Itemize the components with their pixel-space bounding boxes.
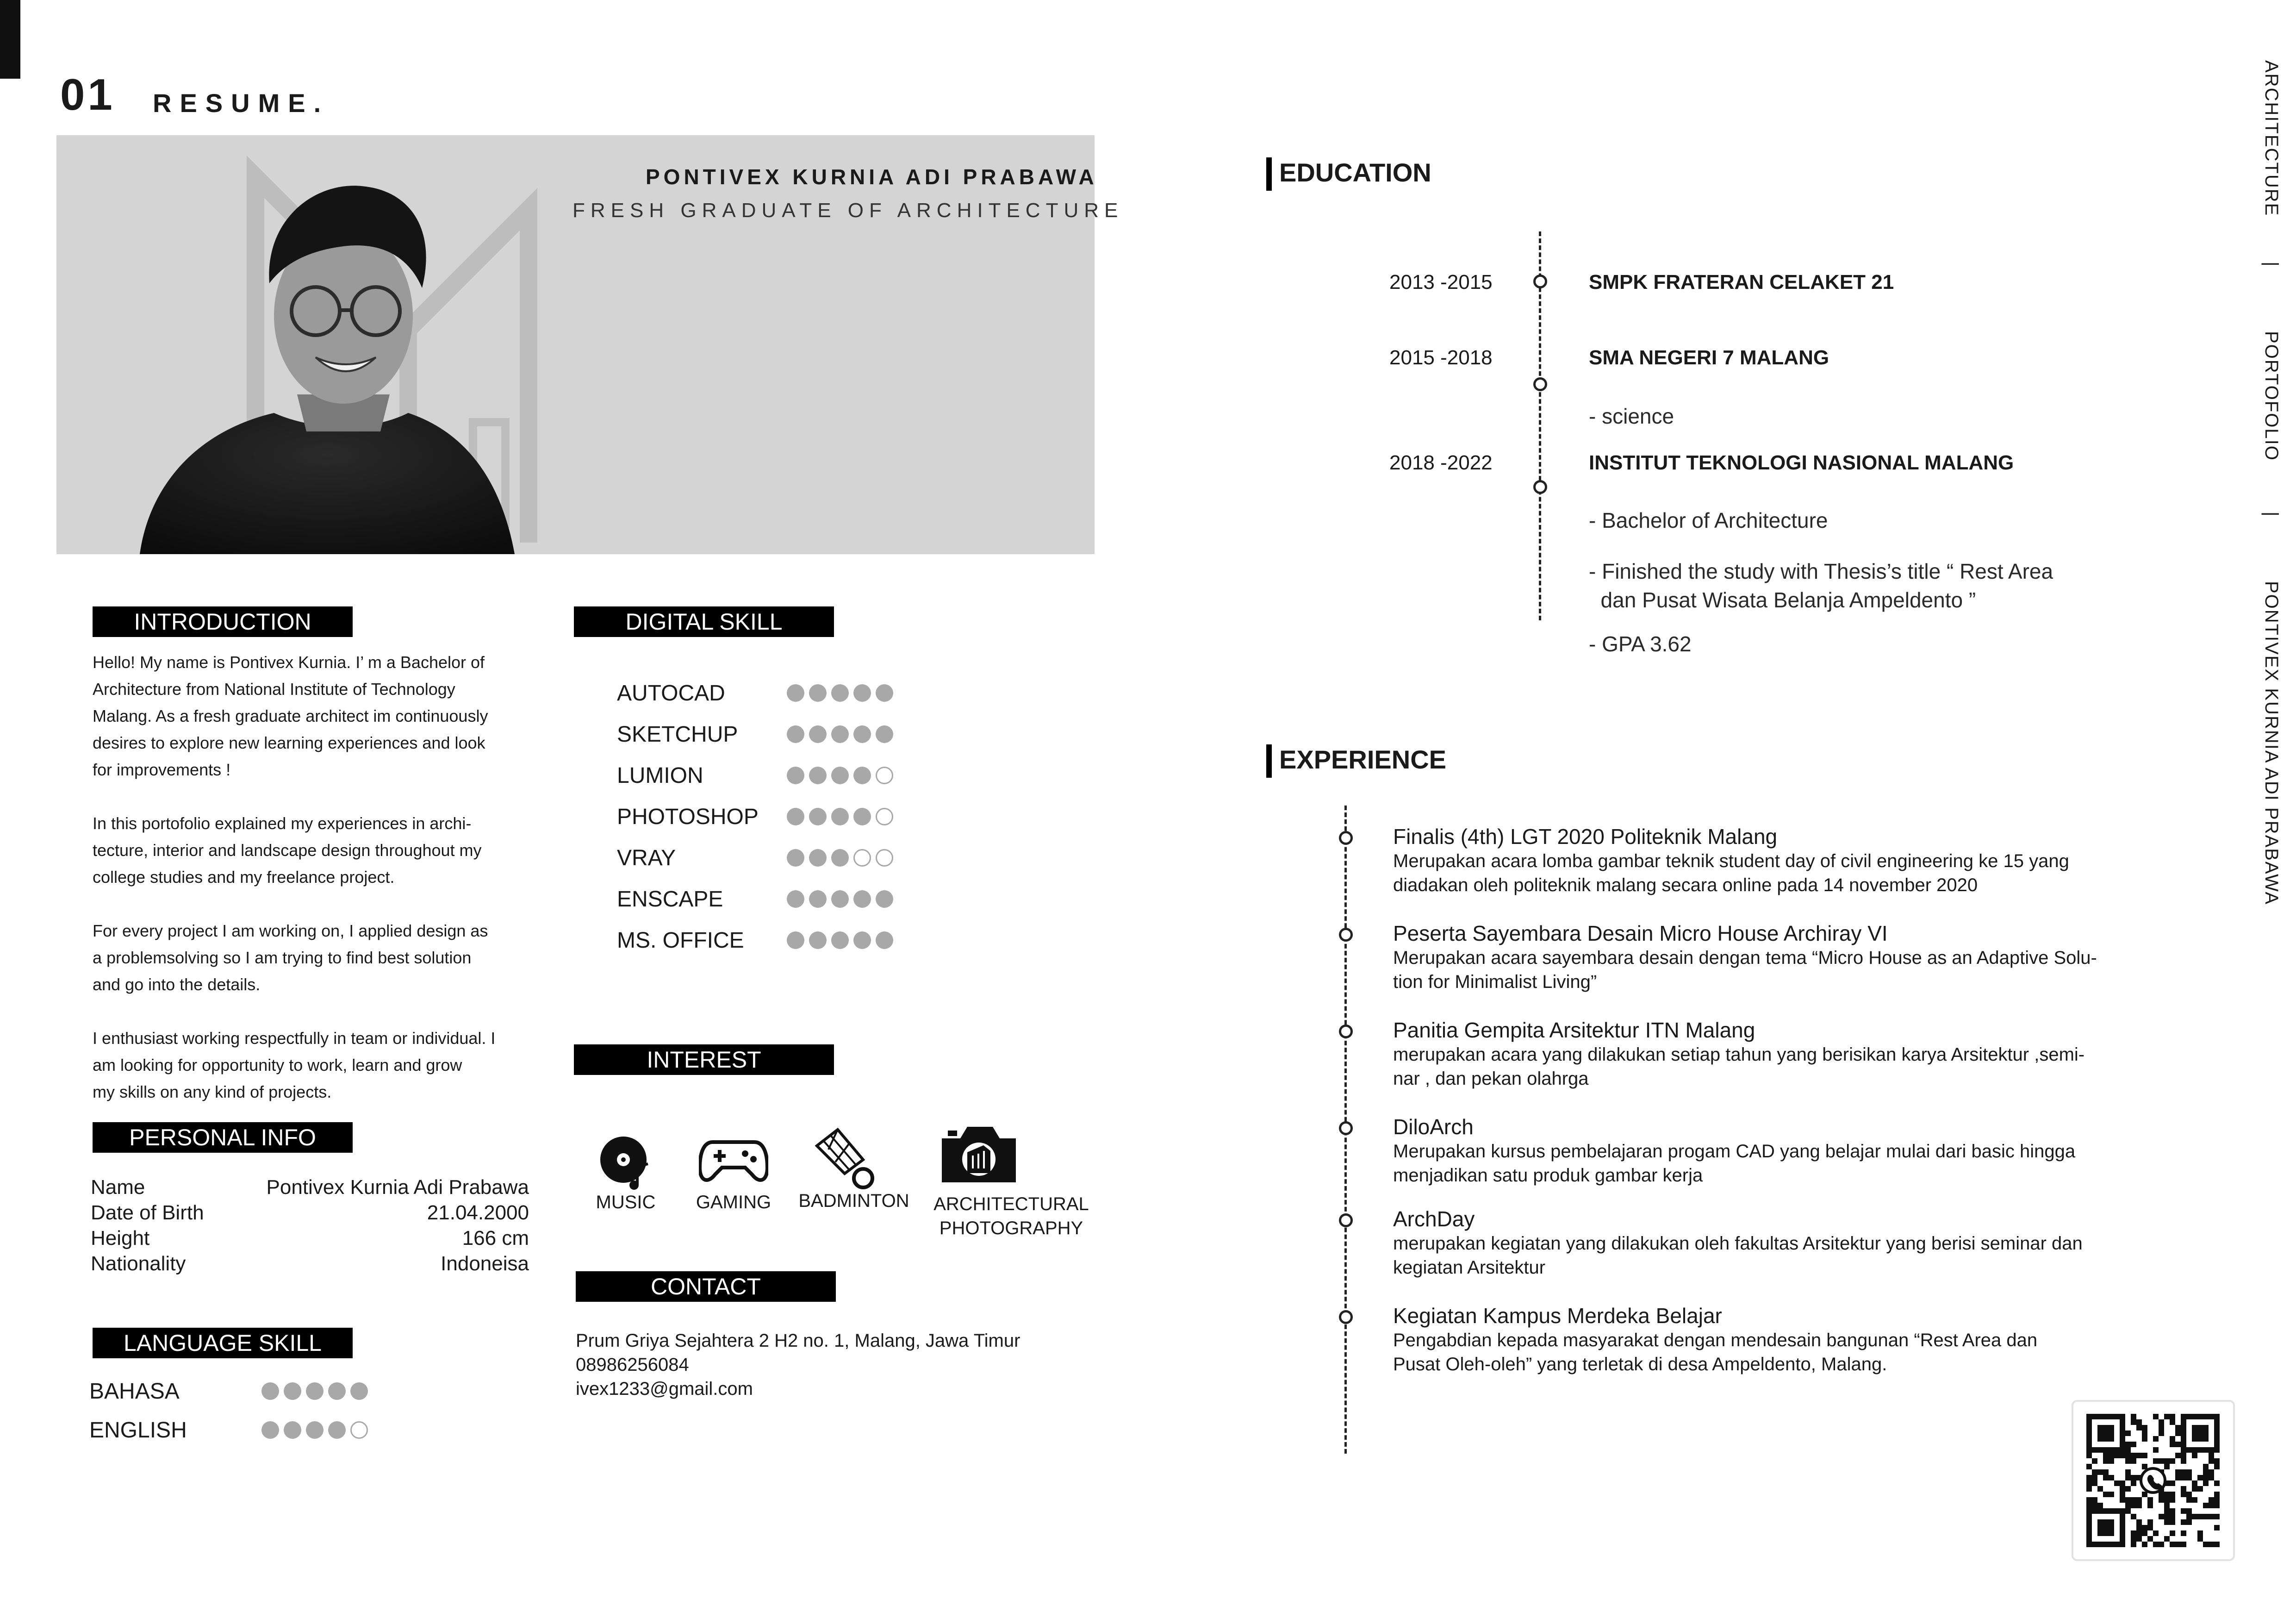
introduction-text [93, 649, 555, 1106]
skill-rating-dot [853, 725, 871, 743]
education-note: - Bachelor of Architecture [1589, 508, 1828, 532]
info-key-name: Name [91, 1176, 145, 1199]
corner-marker [0, 0, 20, 79]
education-note: - science [1589, 404, 1674, 428]
contact-address: Prum Griya Sejahtera 2 H2 no. 1, Malang, Jawa Timur [576, 1330, 1020, 1351]
contact-label: CONTACT [576, 1271, 836, 1302]
experience-timeline-node [1339, 831, 1353, 845]
skill-name-autocad: AUTOCAD [617, 681, 725, 706]
education-years: 2013 -2015 [1389, 271, 1493, 294]
info-key-nationality: Nationality [91, 1252, 186, 1275]
experience-title: ArchDay [1393, 1207, 1475, 1231]
qr-code-card[interactable] [2072, 1400, 2235, 1561]
experience-desc: tion for Minimalist Living” [1393, 972, 1597, 992]
skill-rating-dot [831, 725, 849, 743]
interest-label-photography: ARCHITECTURAL PHOTOGRAPHY [933, 1194, 1089, 1238]
language-rating-dot [350, 1421, 368, 1439]
experience-timeline-node [1339, 1121, 1353, 1135]
skill-rating-dot [787, 849, 804, 867]
experience-item [1393, 824, 2143, 897]
skill-rating-dot [809, 849, 827, 867]
side-nav [2261, 331, 2296, 461]
section-number: 01 [60, 70, 115, 119]
qr-code-icon [2073, 1402, 2233, 1559]
info-value-name: Pontivex Kurnia Adi Prabawa [266, 1176, 529, 1199]
skill-rating-dot [876, 931, 893, 949]
contact-phone[interactable]: 08986256084 [576, 1355, 689, 1375]
skill-rating-dot [809, 684, 827, 702]
experience-desc: Merupakan acara lomba gambar teknik student day of civil engineering ke 15 yang [1393, 851, 2069, 871]
skill-rating-dot [787, 684, 804, 702]
skill-rating-dot [831, 849, 849, 867]
skill-rating-dot [853, 931, 871, 949]
skill-rating-dot [809, 725, 827, 743]
education-note: dan Pusat Wisata Belanja Ampeldento ” [1589, 588, 1976, 612]
side-nav [2261, 262, 2287, 282]
skill-rating-dot [876, 890, 893, 908]
experience-desc: merupakan kegiatan yang dilakukan oleh fakultas Arsitektur yang berisi seminar dan [1393, 1233, 2083, 1254]
info-value-dob: 21.04.2000 [427, 1201, 529, 1224]
side-nav-name: PONTIVEX KURNIA ADI PRABAWA [2261, 581, 2282, 906]
info-key-height: Height [91, 1227, 150, 1249]
intro-paragraph: Hello! My name is Pontivex Kurnia. I’ m a Bachelor of Architecture from National Institute of Technology Malang. As a fresh graduate architect im continuously desires to explore new learning experiences and look for improvements ! [93, 653, 488, 779]
experience-desc: Pusat Oleh-oleh” yang terletak di desa Ampeldento, Malang. [1393, 1354, 1887, 1374]
experience-title: DiloArch [1393, 1115, 1474, 1139]
skill-rating-dot [809, 808, 827, 825]
skill-rating-dot [831, 684, 849, 702]
education-years: 2015 -2018 [1389, 346, 1493, 369]
education-timeline-node [1533, 377, 1547, 391]
language-rating-dot [261, 1382, 279, 1400]
skill-name-vray: VRAY [617, 846, 676, 870]
experience-item [1393, 921, 2143, 994]
experience-timeline-node [1339, 1213, 1353, 1227]
experience-desc: Pengabdian kepada masyarakat dengan mendesain bangunan “Rest Area dan [1393, 1330, 2038, 1350]
language-rating-dot [306, 1382, 324, 1400]
language-rating-dot [306, 1421, 324, 1439]
education-note: - Finished the study with Thesis’s title “ Rest Area [1589, 559, 2053, 583]
hero-banner [56, 135, 1095, 554]
experience-desc: diadakan oleh politeknik malang secara online pada 14 november 2020 [1393, 875, 1978, 895]
skill-rating-dot [787, 725, 804, 743]
hero-subtitle: FRESH GRADUATE OF ARCHITECTURE [572, 199, 1124, 222]
skill-rating-dot [831, 931, 849, 949]
info-value-nationality: Indoneisa [441, 1252, 529, 1275]
personal-info-label: PERSONAL INFO [93, 1122, 353, 1153]
interest-label-gaming: GAMING [696, 1192, 772, 1212]
language-rating-dot [328, 1382, 346, 1400]
education-heading: EDUCATION [1279, 158, 1431, 187]
experience-title: Kegiatan Kampus Merdeka Belajar [1393, 1304, 1722, 1328]
side-nav-portofolio: PORTOFOLIO [2261, 331, 2282, 461]
language-skill-label: LANGUAGE SKILL [93, 1328, 353, 1358]
language-name-bahasa: BAHASA [89, 1379, 180, 1404]
experience-title: Finalis (4th) LGT 2020 Politeknik Malang [1393, 824, 1778, 849]
skill-name-sketchup: SKETCHUP [617, 722, 738, 747]
skill-rating-dot [831, 890, 849, 908]
skill-rating-dot [787, 931, 804, 949]
experience-title: Panitia Gempita Arsitektur ITN Malang [1393, 1018, 1755, 1042]
interest-label-music: MUSIC [596, 1192, 656, 1212]
education-heading-bar [1266, 157, 1272, 191]
education-note: - GPA 3.62 [1589, 632, 1692, 656]
skill-name-ms-office: MS. OFFICE [617, 928, 744, 953]
education-school: SMPK FRATERAN CELAKET 21 [1589, 271, 1894, 294]
camera-icon [940, 1122, 1018, 1185]
experience-item [1393, 1206, 2143, 1280]
skill-rating-dot [853, 767, 871, 784]
skill-rating-dot [853, 808, 871, 825]
skill-rating-dot [809, 931, 827, 949]
education-timeline-node [1533, 275, 1547, 288]
language-rating-dot [284, 1421, 301, 1439]
contact-email[interactable]: ivex1233@gmail.com [576, 1379, 753, 1399]
experience-desc: kegiatan Arsitektur [1393, 1257, 1546, 1278]
info-key-dob: Date of Birth [91, 1201, 204, 1224]
experience-desc: Merupakan acara sayembara desain dengan tema “Micro House as an Adaptive Solu- [1393, 948, 2097, 968]
interest-label-badminton: BADMINTON [798, 1191, 909, 1211]
skill-rating-dot [853, 890, 871, 908]
skill-name-lumion: LUMION [617, 763, 703, 788]
interest-label: INTEREST [574, 1044, 834, 1075]
experience-desc: merupakan acara yang dilakukan setiap tahun yang berisikan karya Arsitektur ,semi- [1393, 1044, 2085, 1065]
skill-rating-dot [809, 890, 827, 908]
skill-rating-dot [853, 849, 871, 867]
language-name-english: ENGLISH [89, 1418, 187, 1443]
digital-skill-label: DIGITAL SKILL [574, 606, 834, 637]
intro-paragraph: In this portofolio explained my experiences in archi- tecture, interior and landscape design throughout my college studies and my freelance project. [93, 814, 482, 887]
skill-name-photoshop: PHOTOSHOP [617, 805, 759, 829]
info-value-height: 166 cm [462, 1227, 529, 1249]
experience-title: Peserta Sayembara Desain Micro House Archiray VI [1393, 921, 1888, 945]
gamepad-icon [699, 1135, 768, 1186]
experience-heading-bar [1266, 744, 1272, 778]
portrait-photo [56, 135, 1095, 554]
experience-desc: Merupakan kursus pembelajaran progam CAD yang belajar mulai dari basic hingga [1393, 1141, 2076, 1162]
skill-name-enscape: ENSCAPE [617, 887, 723, 912]
skill-rating-dot [876, 767, 893, 784]
side-nav [2261, 512, 2287, 532]
experience-timeline-node [1339, 1024, 1353, 1038]
side-nav-architecture: ARCHITECTURE [2261, 60, 2282, 217]
experience-desc: nar , dan pekan olahrga [1393, 1068, 1589, 1089]
experience-timeline-node [1339, 928, 1353, 942]
skill-rating-dot [853, 684, 871, 702]
side-nav-separator: | [2261, 512, 2282, 518]
experience-item [1393, 1114, 2143, 1187]
education-timeline-node [1533, 480, 1547, 494]
language-rating-dot [261, 1421, 279, 1439]
experience-item [1393, 1018, 2143, 1091]
skill-rating-dot [809, 767, 827, 784]
intro-paragraph: I enthusiast working respectfully in team or individual. I am looking for opportunity to work, learn and grow my skills on any kind of projects. [93, 1029, 496, 1101]
side-nav-separator: | [2261, 262, 2282, 268]
skill-rating-dot [831, 808, 849, 825]
skill-rating-dot [831, 767, 849, 784]
experience-item [1393, 1303, 2143, 1376]
experience-heading: EXPERIENCE [1279, 745, 1446, 774]
skill-rating-dot [787, 808, 804, 825]
skill-rating-dot [787, 890, 804, 908]
intro-paragraph: For every project I am working on, I applied design as a problemsolving so I am trying to find best solution and go into the details. [93, 921, 488, 994]
skill-rating-dot [787, 767, 804, 784]
section-title: RESUME. [153, 88, 330, 118]
skill-rating-dot [876, 808, 893, 825]
education-school: INSTITUT TEKNOLOGI NASIONAL MALANG [1589, 451, 2014, 474]
education-timeline-line [1539, 231, 1541, 620]
music-disc-icon [598, 1134, 653, 1190]
side-nav [2261, 581, 2296, 906]
shuttlecock-icon [812, 1127, 877, 1190]
side-nav [2261, 60, 2296, 217]
education-years: 2018 -2022 [1389, 451, 1493, 474]
skill-rating-dot [876, 684, 893, 702]
introduction-label: INTRODUCTION [93, 606, 353, 637]
education-school: SMA NEGERI 7 MALANG [1589, 346, 1829, 369]
language-rating-dot [350, 1382, 368, 1400]
experience-desc: menjadikan satu produk gambar kerja [1393, 1165, 1703, 1186]
language-rating-dot [284, 1382, 301, 1400]
skill-rating-dot [876, 725, 893, 743]
language-rating-dot [328, 1421, 346, 1439]
hero-name: PONTIVEX KURNIA ADI PRABAWA [646, 165, 1098, 189]
experience-timeline-node [1339, 1310, 1353, 1324]
skill-rating-dot [876, 849, 893, 867]
